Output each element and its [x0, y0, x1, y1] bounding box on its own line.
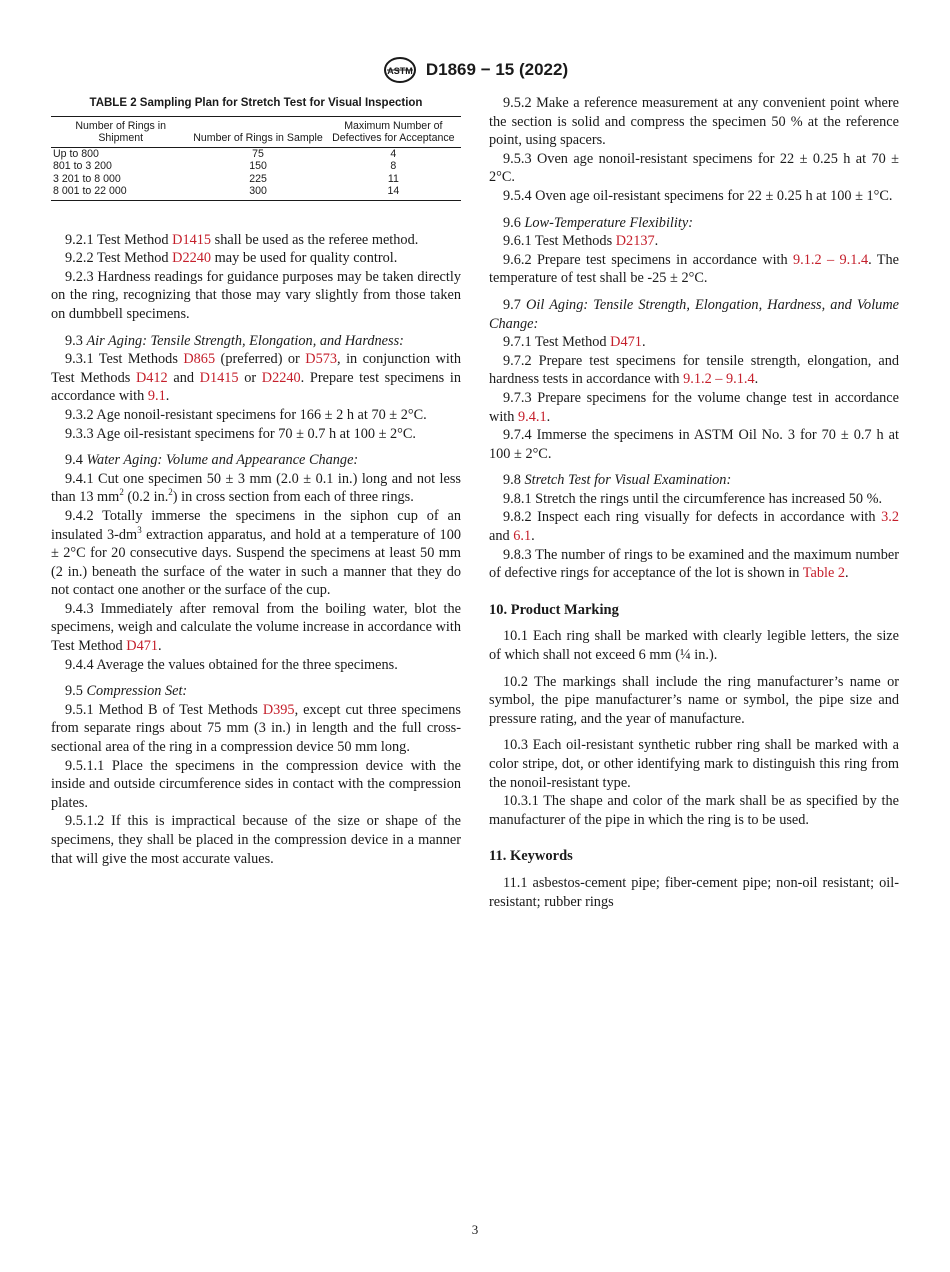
paragraph-9-5-2: 9.5.2 Make a reference measurement at any convenient point where the section is solid and compress the specimen 50 % at the reference point, using spacers.	[489, 95, 899, 149]
table-header-cell: Number of Rings in Shipment	[51, 116, 190, 147]
paragraph-9-5-3: 9.5.3 Oven age nonoil-resistant specimens for 22 ± 0.25 h at 70 ± 2°C.	[489, 150, 899, 186]
table-cell: 8	[390, 160, 397, 173]
link-9-1[interactable]: 9.1	[147, 388, 166, 405]
page-number: 3	[471, 1222, 479, 1237]
paragraph-9-7-4: 9.7.4 Immerse the specimens in ASTM Oil No. 3 for 70 ± 0.7 h at 100 ± 2°C.	[489, 427, 899, 462]
table-header-cell: Number of Rings in Sample	[190, 116, 325, 147]
paragraph-9-3-3: 9.3.3 Age oil-resistant specimens for 70 ± 0.7 h at 100 ± 2°C.	[65, 425, 416, 442]
paragraph-9-6-2: 9.6.2 Prepare test specimens in accordance with 9.1.2 – 9.1.4. The temperature of test shall be -25 ± 2°C.	[489, 251, 900, 287]
svg-text:ASTM: ASTM	[387, 66, 413, 76]
section-9-6-heading: 9.6 Low-Temperature Flexibility:	[503, 214, 693, 231]
paragraph-9-5-1: 9.5.1 Method B of Test Methods D395, except cut three specimens from separate rings about 75 mm (3 in.) in length and the full cross-sectional area of the ring in a compression device 50 mm long.	[51, 701, 461, 756]
paragraph-9-2-1: 9.2.1 Test Method D1415 shall be used as the referee method.	[65, 231, 419, 248]
paragraph-9-7-3: 9.7.3 Prepare specimens for the volume change test in accordance with 9.4.1.	[489, 389, 899, 425]
section-9-5-heading: 9.5 Compression Set:	[65, 683, 188, 700]
table-cell: Up to 800	[53, 147, 99, 160]
section-9-7-heading: 9.7 Oil Aging: Tensile Strength, Elongation, Hardness, and Volume Change:	[489, 296, 899, 332]
link-table-2[interactable]: Table 2	[802, 565, 846, 582]
table-row	[51, 185, 461, 200]
paragraph-9-4-1: 9.4.1 Cut one specimen 50 ± 3 mm (2.0 ± 0.1 in.) long and not less than 13 $mm^2$ (0.2 in.$^2$) in cross section from each of three rings.	[51, 470, 461, 506]
table-header-row	[51, 116, 461, 147]
table-2-sampling-plan	[51, 116, 461, 201]
table-header-cell: Maximum Number of Defectives for Acceptance	[326, 116, 461, 147]
link-9-1-2-to-9-1-4[interactable]: 9.1.2 – 9.1.4	[683, 371, 755, 388]
document-designation: D1869 − 15 (2022)	[425, 60, 569, 79]
link-6-1[interactable]: 6.1	[513, 528, 532, 545]
page-header	[0, 56, 950, 89]
link-3-2[interactable]: 3.2	[881, 509, 899, 526]
table-cell: 300	[190, 185, 325, 200]
table-cell: 4	[390, 147, 397, 160]
link-d1415[interactable]: D1415	[199, 369, 239, 386]
paragraph-9-6-1: 9.6.1 Test Methods D2137.	[503, 233, 659, 250]
paragraph-9-3-1: 9.3.1 Test Methods D865 (preferred) or D573, in conjunction with Test Methods D412 and D1415 or D2240. Prepare test specimens in accordance with 9.1.	[51, 351, 461, 405]
paragraph-9-8-2: 9.8.2 Inspect each ring visually for defects in accordance with 3.2 and 6.1.	[489, 509, 899, 545]
section-10-heading: 10. Product Marking	[489, 601, 619, 618]
link-9-1-2-to-9-1-4[interactable]: 9.1.2 – 9.1.4	[793, 251, 869, 268]
link-d2240[interactable]: D2240	[261, 369, 301, 386]
paragraph-9-4-3: 9.4.3 Immediately after removal from the boiling water, blot the specimens, weigh and calculate the volume increase in accordance with Test Method D471.	[51, 600, 461, 655]
paragraph-9-8-1: 9.8.1 Stretch the rings until the circumference has increased 50 %.	[503, 490, 883, 507]
paragraph-9-2-2: 9.2.2 Test Method D2240 may be used for quality control.	[65, 250, 398, 267]
section-9-3-heading: 9.3 Air Aging: Tensile Strength, Elongation, and Hardness:	[65, 332, 404, 349]
table-cell: 150	[249, 160, 267, 173]
paragraph-9-5-4: 9.5.4 Oven age oil-resistant specimens for 22 ± 0.25 h at 100 ± 1°C.	[503, 187, 893, 204]
table-cell: 75	[252, 147, 264, 160]
paragraph-10-3-1: 10.3.1 The shape and color of the mark shall be as specified by the manufacturer of the pipe in which the ring is to be used.	[489, 793, 899, 828]
paragraph-10-1: 10.1 Each ring shall be marked with clearly legible letters, the size of which shall not exceed 6 mm (¼ in.).	[489, 628, 899, 664]
table-cell: 14	[326, 185, 461, 200]
link-d2240[interactable]: D2240	[172, 250, 212, 267]
table-cell: 801 to 3 200	[53, 160, 112, 173]
section-9-8-heading: 9.8 Stretch Test for Visual Examination:	[503, 472, 732, 489]
table-cell: 8 001 to 22 000	[51, 185, 190, 200]
table-row	[51, 173, 461, 186]
paragraph-9-5-1-1: 9.5.1.1 Place the specimens in the compression device with the inside and outside circumference sides in contact with the compression plates.	[51, 757, 461, 811]
section-11-heading: 11. Keywords	[489, 848, 573, 865]
link-d2137[interactable]: D2137	[615, 233, 655, 250]
paragraph-9-3-2: 9.3.2 Age nonoil-resistant specimens for 166 ± 2 h at 70 ± 2°C.	[65, 406, 427, 423]
paragraph-9-5-1-2: 9.5.1.2 If this is impractical because of the size or shape of the specimens, they shall be placed in the compression device in a manner that will give the most accurate values.	[51, 813, 461, 867]
link-d573[interactable]: D573	[305, 351, 338, 368]
paragraph-9-4-2: 9.4.2 Totally immerse the specimens in the siphon cup of an insulated $3-dm^3$ extraction apparatus, and hold at a temperature of 100 ± 2°C for 20 consecutive days. Suspend the specimens at least 50 mm (2 in.) beneath the surface of the water in such a manner that they do not contact one another or the surface of the cup.	[51, 507, 461, 599]
table-2-caption: TABLE 2 Sampling Plan for Stretch Test for Visual Inspection	[89, 97, 423, 109]
link-d471[interactable]: D471	[126, 638, 159, 655]
left-column	[51, 94, 461, 868]
paragraph-10-2: 10.2 The markings shall include the ring manufacturer’s name or symbol, the pipe manufacturer’s name or symbol, the pipe size and pressure rating, and the year of manufacture.	[489, 673, 899, 727]
link-9-4-1[interactable]: 9.4.1	[518, 408, 547, 425]
paragraph-9-7-2: 9.7.2 Prepare test specimens for tensile strength, elongation, and hardness tests in accordance with 9.1.2 – 9.1.4.	[489, 352, 899, 388]
link-d1415[interactable]: D1415	[172, 231, 212, 248]
link-d412[interactable]: D412	[135, 369, 168, 386]
astm-logo-icon	[382, 56, 418, 84]
paragraph-9-7-1: 9.7.1 Test Method D471.	[503, 334, 646, 351]
link-d395[interactable]: D395	[262, 701, 295, 718]
paragraph-9-4-4: 9.4.4 Average the values obtained for the three specimens.	[65, 656, 398, 673]
link-d865[interactable]: D865	[183, 351, 216, 368]
link-d471[interactable]: D471	[610, 334, 642, 351]
right-column	[489, 94, 899, 911]
table-cell: 11	[387, 172, 399, 185]
table-cell: 3 201 to 8 000	[53, 172, 121, 185]
table-cell: 225	[249, 172, 267, 185]
table-row	[51, 160, 461, 173]
paragraph-11-1: 11.1 asbestos-cement pipe; fiber-cement pipe; non-oil resistant; oil-resistant; rubber rings	[489, 874, 899, 910]
paragraph-10-3: 10.3 Each oil-resistant synthetic rubber ring shall be marked with a color stripe, dot, or other identifying mark to distinguish this ring from the nonoil-resistant type.	[489, 737, 899, 791]
paragraph-9-2-3: 9.2.3 Hardness readings for guidance purposes may be taken directly on the ring, recognizing that those may vary slightly from those taken on dumbbell specimens.	[51, 268, 461, 322]
paragraph-9-8-3: 9.8.3 The number of rings to be examined and the maximum number of defective rings for acceptance of the lot is shown in Table 2.	[489, 546, 899, 582]
table-row	[51, 147, 461, 160]
section-9-4-heading: 9.4 Water Aging: Volume and Appearance Change:	[65, 452, 359, 469]
